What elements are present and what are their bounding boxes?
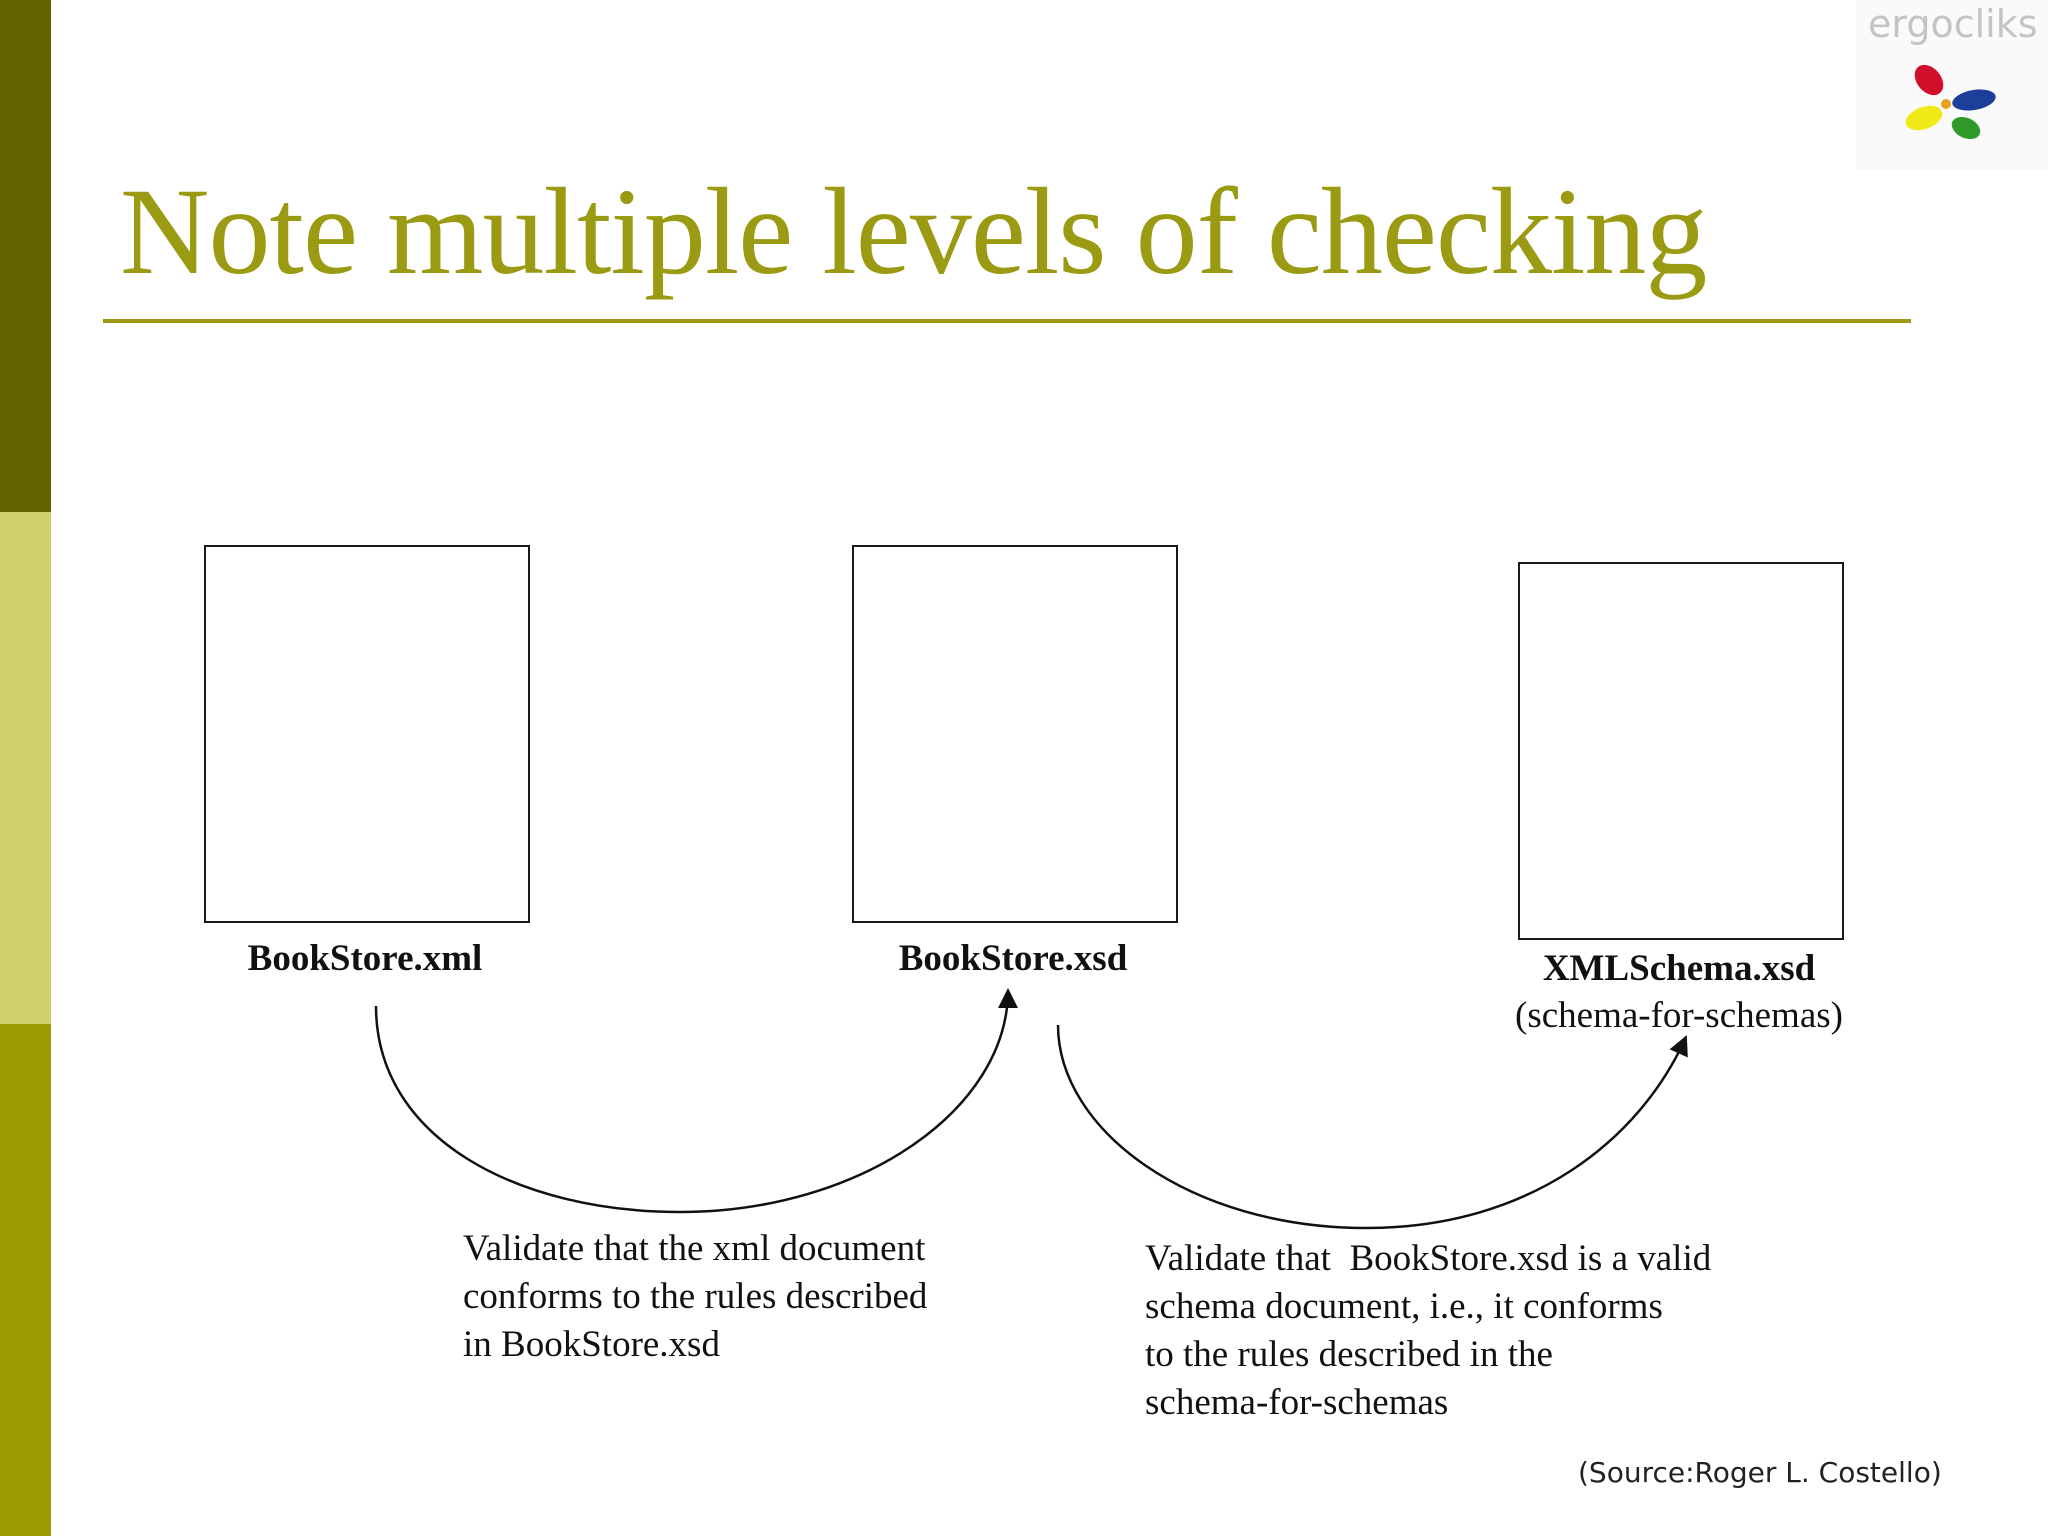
description-second-line-1: Validate that BookStore.xsd is a valid (1145, 1238, 1712, 1279)
description-first-line-2: conforms to the rules described (463, 1276, 928, 1317)
description-first-line-3: in BookStore.xsd (463, 1324, 720, 1365)
arrow-xml-to-xsd (376, 990, 1008, 1212)
arrow-xsd-to-schema (1058, 1025, 1686, 1228)
xmlschema-xsd-label: XMLSchema.xsd (1542, 948, 1816, 989)
description-first (463, 1225, 927, 1369)
slide-title: Note multiple levels of checking (120, 163, 1707, 300)
brand-name: ergocliks (1868, 2, 2038, 46)
bookstore-xsd-label: BookStore.xsd (898, 938, 1128, 979)
description-first-line-1: Validate that the xml document (463, 1228, 926, 1269)
description-second-line-4: schema-for-schemas (1145, 1382, 1449, 1423)
description-second-line-2: schema document, i.e., it conforms (1145, 1286, 1663, 1327)
description-second (1145, 1235, 1711, 1427)
source-credit: (Source:Roger L. Costello) (1578, 1456, 1942, 1489)
bookstore-xml-label: BookStore.xml (247, 938, 483, 979)
xmlschema-xsd-sublabel: (schema-for-schemas) (1515, 995, 1843, 1036)
description-second-line-3: to the rules described in the (1145, 1334, 1553, 1375)
